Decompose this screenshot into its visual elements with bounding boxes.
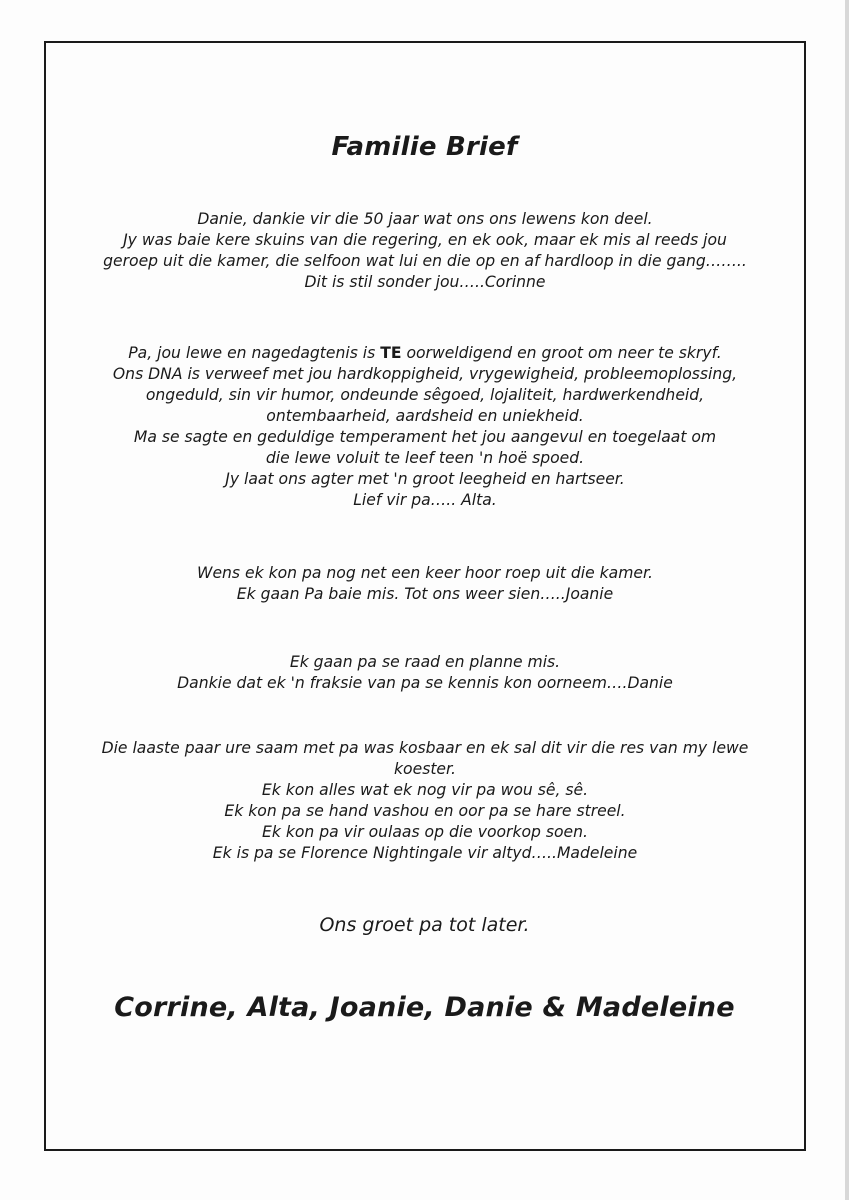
letter-title: Familie Brief — [331, 132, 518, 162]
message-line: Jy laat ons agter met 'n groot leegheid en hartseer. — [225, 470, 625, 488]
message-alta — [44, 343, 806, 511]
message-line: geroep uit die kamer, die selfoon wat lui en die op en af hardloop in die gang…….. — [103, 252, 747, 270]
message-line: Danie, dankie vir die 50 jaar wat ons ons lewens kon deel. — [197, 210, 653, 228]
message-line: Ek gaan Pa baie mis. Tot ons weer sien…..Joanie — [236, 585, 614, 603]
family-signatures: Corrine, Alta, Joanie, Danie & Madeleine — [114, 992, 735, 1023]
message-line: Wens ek kon pa nog net een keer hoor roep uit die kamer. — [197, 564, 653, 582]
message-line: Dit is stil sonder jou…..Corinne — [304, 273, 546, 291]
message-line: ongeduld, sin vir humor, ondeunde sêgoed, lojaliteit, hardwerkendheid, — [145, 386, 705, 404]
message-line-first — [44, 343, 806, 364]
message-line: Ek kon pa se hand vashou en oor pa se hare streel. — [224, 802, 626, 820]
message-line: Ma se sagte en geduldige temperament het jou aangevul en toegelaat om — [133, 428, 717, 446]
message-text: oorweldigend en groot om neer te skryf. — [401, 344, 722, 362]
message-line: Lief vir pa….. Alta. — [353, 491, 497, 509]
message-line: Ek is pa se Florence Nightingale vir altyd…..Madeleine — [212, 844, 638, 862]
message-line: Ek gaan pa se raad en planne mis. — [289, 653, 561, 671]
message-line: Die laaste paar ure saam met pa was kosbaar en ek sal dit vir die res van my lewe — [101, 739, 749, 757]
message-corinne — [44, 209, 806, 293]
message-line: die lewe voluit te leef teen 'n hoë spoed. — [265, 449, 585, 467]
message-line: Ons DNA is verweef met jou hardkoppigheid, vrygewigheid, probleemoplossing, — [112, 365, 738, 383]
message-line: ontembaarheid, aardsheid en uniekheid. — [266, 407, 584, 425]
message-joanie — [44, 563, 806, 605]
message-line: Dankie dat ek 'n fraksie van pa se kennis kon oorneem….Danie — [177, 674, 673, 692]
message-text: Pa, jou lewe en nagedagtenis is — [128, 344, 381, 362]
message-line: Jy was baie kere skuins van die regering, en ek ook, maar ek mis al reeds jou — [123, 231, 727, 249]
message-danie — [44, 652, 806, 694]
message-line: Ek kon pa vir oulaas op die voorkop soen. — [262, 823, 588, 841]
message-line: koester. — [394, 760, 456, 778]
emphasis-text: TE — [380, 344, 402, 362]
message-line: Ek kon alles wat ek nog vir pa wou sê, sê. — [261, 781, 589, 799]
sign-off: Ons groet pa tot later. — [319, 914, 530, 936]
message-madeleine — [44, 738, 806, 864]
